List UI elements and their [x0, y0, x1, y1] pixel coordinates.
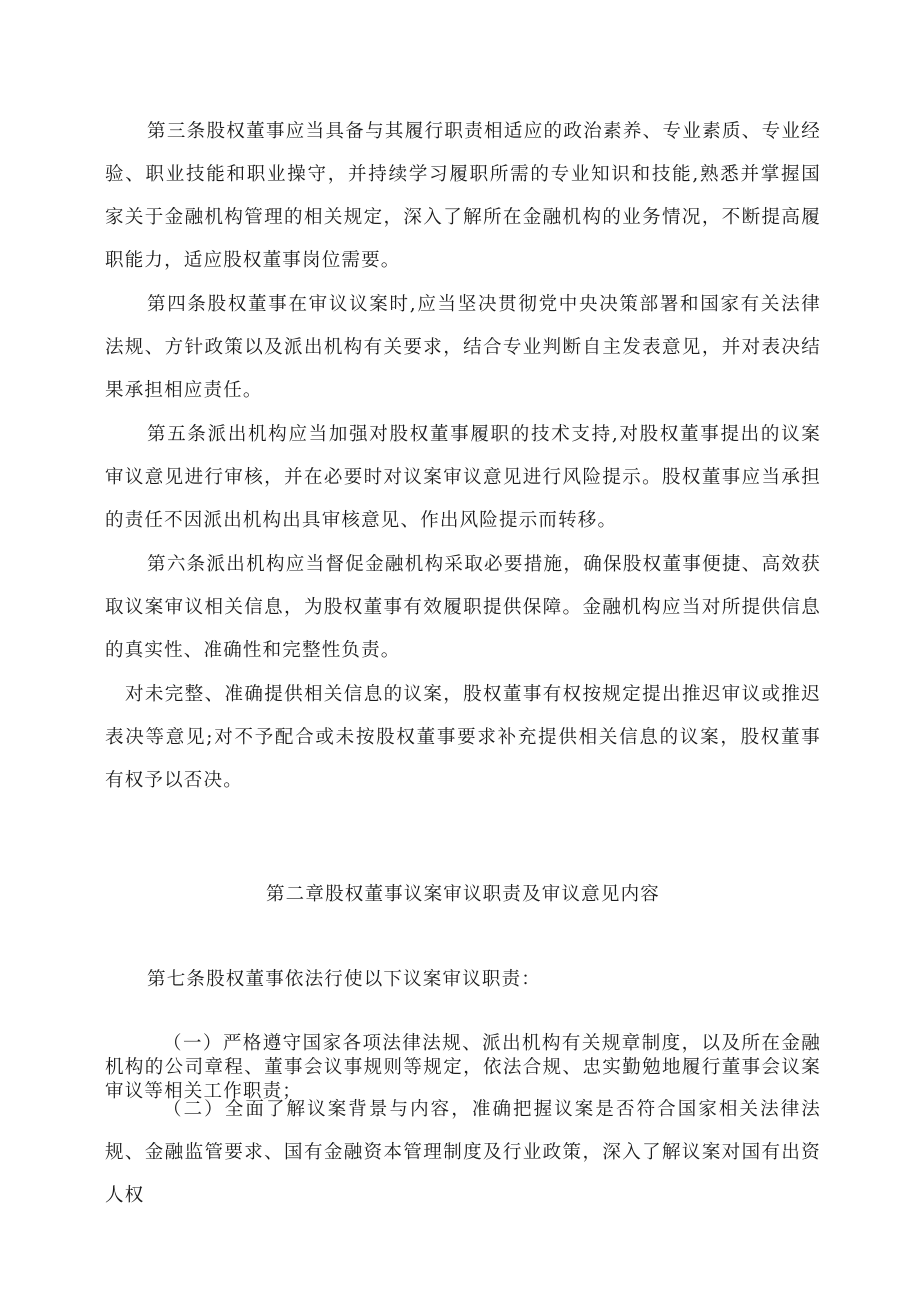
article-6-continuation: 对未完整、准确提供相关信息的议案，股权董事有权按规定提出推迟审议或推迟表决等意见;对不予配合或未按股权董事要求补充提供相关信息的议案，股权董事有权予以否决。 [105, 684, 821, 791]
article-7-paragraph: 第七条股权董事依法行使以下议案审议职责： [147, 969, 542, 990]
article-7-item-1: （一）严格遵守国家各项法律法规、派出机构有关规章制度，以及所在金融机构的公司章程、董事会议事规则等规定，依法合规、忠实勤勉地履行董事会议案审议等相关工作职责； [105, 1033, 821, 1102]
article-6-paragraph: 第六条派出机构应当督促金融机构采取必要措施，确保股权董事便捷、高效获取议案审议相关信息，为股权董事有效履职提供保障。金融机构应当对所提供信息的真实性、准确性和完整性负责。 [105, 554, 821, 661]
article-4-paragraph: 第四条股权董事在审议议案时,应当坚决贯彻党中央决策部署和国家有关法律法规、方针政策以及派出机构有关要求，结合专业判断自主发表意见，并对表决结果承担相应责任。 [105, 294, 821, 401]
article-5-paragraph: 第五条派出机构应当加强对股权董事履职的技术支持,对股权董事提出的议案审议意见进行审核，并在必要时对议案审议意见进行风险提示。股权董事应当承担的责任不因派出机构出具审核意见、作出风险提示而转移。 [105, 424, 821, 531]
article-3-paragraph: 第三条股权董事应当具备与其履行职责相适应的政治素养、专业素质、专业经验、职业技能和职业操守，并持续学习履职所需的专业知识和技能,熟悉并掌握国家关于金融机构管理的相关规定，深入了解所在金融机构的业务情况，不断提高履职能力，适应股权董事岗位需要。 [105, 121, 821, 271]
chapter-2-heading: 第二章股权董事议案审议职责及审议意见内容 [265, 884, 660, 905]
article-7-item-2: （二）全面了解议案背景与内容，准确把握议案是否符合国家相关法律法规、金融监管要求、国有金融资本管理制度及行业政策，深入了解议案对国有出资人权 [105, 1099, 821, 1206]
